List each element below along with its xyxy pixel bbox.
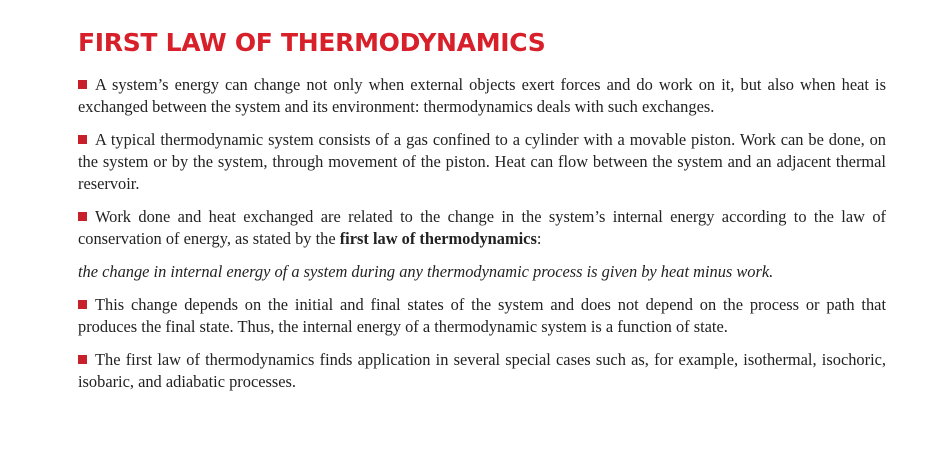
paragraph-thermodynamic-system	[78, 129, 886, 195]
paragraph-special-cases	[78, 349, 886, 393]
paragraph-text: The first law of thermodynamics finds application in several special cases such as, for example, isothermal, isochoric, isobaric, and adiabatic processes.	[78, 350, 886, 391]
paragraph-text: A system’s energy can change not only when external objects exert forces and do work on it, but also when heat is exchanged between the system and its environment: thermodynamics deals with such exchanges.	[78, 75, 886, 116]
section-title: FIRST LAW OF THERMODYNAMICS	[78, 28, 546, 57]
paragraph-text: This change depends on the initial and final states of the system and does not depend on the process or path that produces the final state. Thus, the internal energy of a thermodynamic system is a function of state.	[78, 295, 886, 336]
first-law-term: first law of thermodynamics	[339, 229, 537, 248]
square-bullet-icon	[78, 212, 87, 221]
square-bullet-icon	[78, 80, 87, 89]
paragraph-first-law-intro	[78, 206, 886, 250]
paragraph-text: Work done and heat exchanged are related to the change in the system’s internal energy according to the law of conservation of energy, as stated by the	[78, 207, 886, 248]
first-law-statement: the change in internal energy of a system during any thermodynamic process is given by heat minus work.	[78, 262, 774, 281]
paragraph-text-end: :	[536, 229, 542, 248]
square-bullet-icon	[78, 300, 87, 309]
square-bullet-icon	[78, 355, 87, 364]
square-bullet-icon	[78, 135, 87, 144]
paragraph-text: A typical thermodynamic system consists of a gas confined to a cylinder with a movable piston. Work can be done, on the system or by the system, through movement of the piston. Heat can flow between the system and an adjacent thermal reservoir.	[78, 130, 886, 193]
paragraph-system-energy	[78, 74, 886, 118]
paragraph-state-function	[78, 294, 886, 338]
document-page	[78, 18, 886, 404]
